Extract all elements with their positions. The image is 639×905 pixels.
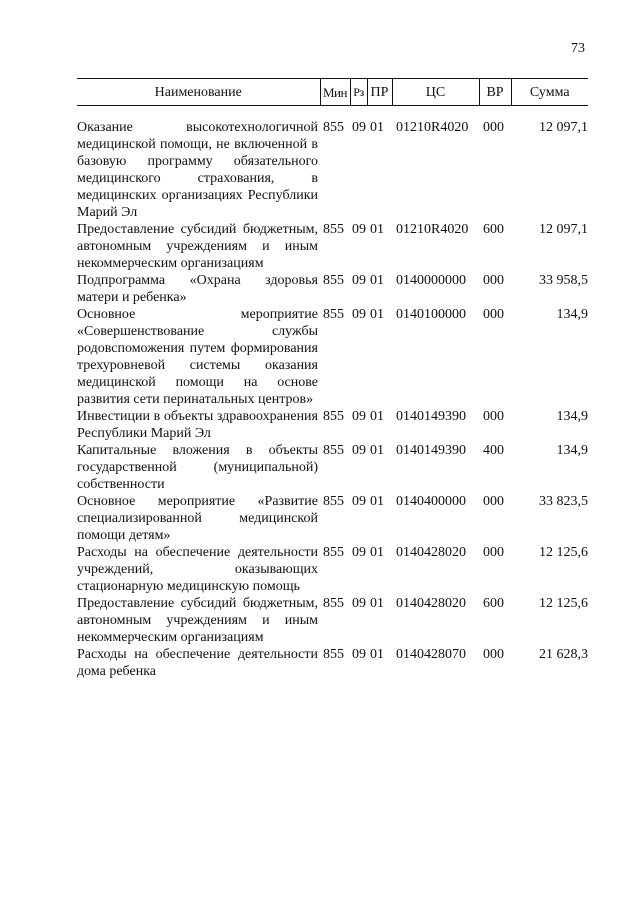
table-row bbox=[77, 306, 588, 408]
header-cs: ЦС bbox=[392, 79, 479, 106]
row-name: Расходы на обеспечение деятельности дома ребенка bbox=[77, 647, 318, 679]
table-row bbox=[77, 408, 588, 442]
row-min: 855 bbox=[323, 494, 344, 509]
row-min: 855 bbox=[323, 596, 344, 611]
row-pr: 01 bbox=[370, 307, 384, 322]
row-sum: 12 097,1 bbox=[539, 222, 588, 237]
row-cs: 0140428020 bbox=[396, 545, 466, 560]
row-name: Основное мероприятие «Развитие специализированной медицинской помощи детям» bbox=[77, 494, 318, 543]
row-min: 855 bbox=[323, 647, 344, 662]
row-min: 855 bbox=[323, 443, 344, 458]
row-rz: 09 bbox=[352, 443, 366, 458]
row-name: Основное мероприятие «Совершенствование службы родовспоможения путем формирования трехуровневой системы оказания медицинской помощи на основе развития сети перинатальных центров» bbox=[77, 307, 318, 407]
row-min: 855 bbox=[323, 273, 344, 288]
table-row bbox=[77, 646, 588, 680]
row-sum: 12 125,6 bbox=[539, 545, 588, 560]
row-pr: 01 bbox=[370, 545, 384, 560]
row-vr: 600 bbox=[483, 596, 504, 611]
row-cs: 0140000000 bbox=[396, 273, 466, 288]
row-min: 855 bbox=[323, 545, 344, 560]
row-rz: 09 bbox=[352, 647, 366, 662]
row-vr: 000 bbox=[483, 545, 504, 560]
row-min: 855 bbox=[323, 409, 344, 424]
header-min: Мин bbox=[320, 79, 350, 106]
row-pr: 01 bbox=[370, 647, 384, 662]
row-min: 855 bbox=[323, 120, 344, 135]
row-vr: 000 bbox=[483, 120, 504, 135]
row-min: 855 bbox=[323, 307, 344, 322]
row-pr: 01 bbox=[370, 596, 384, 611]
table-header bbox=[77, 79, 588, 106]
row-sum: 12 097,1 bbox=[539, 120, 588, 135]
row-sum: 33 958,5 bbox=[539, 273, 588, 288]
row-name: Капитальные вложения в объекты государственной (муниципальной) собственности bbox=[77, 443, 318, 492]
table-body bbox=[77, 106, 588, 681]
row-name: Подпрограмма «Охрана здоровья матери и ребенка» bbox=[77, 273, 318, 305]
row-rz: 09 bbox=[352, 494, 366, 509]
table-row bbox=[77, 493, 588, 544]
row-rz: 09 bbox=[352, 307, 366, 322]
row-cs: 0140100000 bbox=[396, 307, 466, 322]
table-row bbox=[77, 442, 588, 493]
row-name: Расходы на обеспечение деятельности учреждений, оказывающих стационарную медицинскую помощь bbox=[77, 545, 318, 594]
row-vr: 000 bbox=[483, 494, 504, 509]
row-rz: 09 bbox=[352, 409, 366, 424]
header-sum: Сумма bbox=[511, 79, 588, 106]
row-min: 855 bbox=[323, 222, 344, 237]
row-cs: 0140149390 bbox=[396, 443, 466, 458]
row-sum: 12 125,6 bbox=[539, 596, 588, 611]
row-name: Инвестиции в объекты здравоохранения Республики Марий Эл bbox=[77, 409, 318, 441]
header-rz: Рз bbox=[350, 79, 367, 106]
row-cs: 0140400000 bbox=[396, 494, 466, 509]
header-name: Наименование bbox=[154, 84, 242, 100]
table-row bbox=[77, 221, 588, 272]
row-vr: 000 bbox=[483, 409, 504, 424]
row-vr: 000 bbox=[483, 307, 504, 322]
row-cs: 0140428070 bbox=[396, 647, 466, 662]
row-vr: 000 bbox=[483, 273, 504, 288]
row-pr: 01 bbox=[370, 443, 384, 458]
row-pr: 01 bbox=[370, 273, 384, 288]
table-row bbox=[77, 544, 588, 595]
row-rz: 09 bbox=[352, 545, 366, 560]
table-row bbox=[77, 595, 588, 646]
row-sum: 33 823,5 bbox=[539, 494, 588, 509]
row-vr: 000 bbox=[483, 647, 504, 662]
row-sum: 134,9 bbox=[556, 409, 588, 424]
header-pr: ПР bbox=[367, 79, 392, 106]
row-pr: 01 bbox=[370, 494, 384, 509]
budget-table bbox=[77, 78, 588, 680]
row-pr: 01 bbox=[370, 120, 384, 135]
table-row bbox=[77, 119, 588, 221]
row-cs: 0140149390 bbox=[396, 409, 466, 424]
row-sum: 134,9 bbox=[556, 443, 588, 458]
row-rz: 09 bbox=[352, 120, 366, 135]
page-number: 73 bbox=[571, 41, 585, 56]
row-name: Предоставление субсидий бюджетным, автономным учреждениям и иным некоммерческим организациям bbox=[77, 596, 318, 645]
row-sum: 21 628,3 bbox=[539, 647, 588, 662]
table-row bbox=[77, 272, 588, 306]
row-cs: 0140428020 bbox=[396, 596, 466, 611]
row-cs: 01210R4020 bbox=[396, 222, 469, 237]
row-rz: 09 bbox=[352, 596, 366, 611]
row-cs: 01210R4020 bbox=[396, 120, 469, 135]
row-rz: 09 bbox=[352, 273, 366, 288]
row-sum: 134,9 bbox=[556, 307, 588, 322]
header-vr: ВР bbox=[479, 79, 511, 106]
row-name: Предоставление субсидий бюджетным, автономным учреждениям и иным некоммерческим организациям bbox=[77, 222, 318, 271]
row-pr: 01 bbox=[370, 409, 384, 424]
row-pr: 01 bbox=[370, 222, 384, 237]
row-vr: 600 bbox=[483, 222, 504, 237]
row-rz: 09 bbox=[352, 222, 366, 237]
row-vr: 400 bbox=[483, 443, 504, 458]
row-name: Оказание высокотехнологичной медицинской помощи, не включенной в базовую программу обязательного медицинского страхования, в медицинских организациях Республики Марий Эл bbox=[77, 120, 318, 220]
